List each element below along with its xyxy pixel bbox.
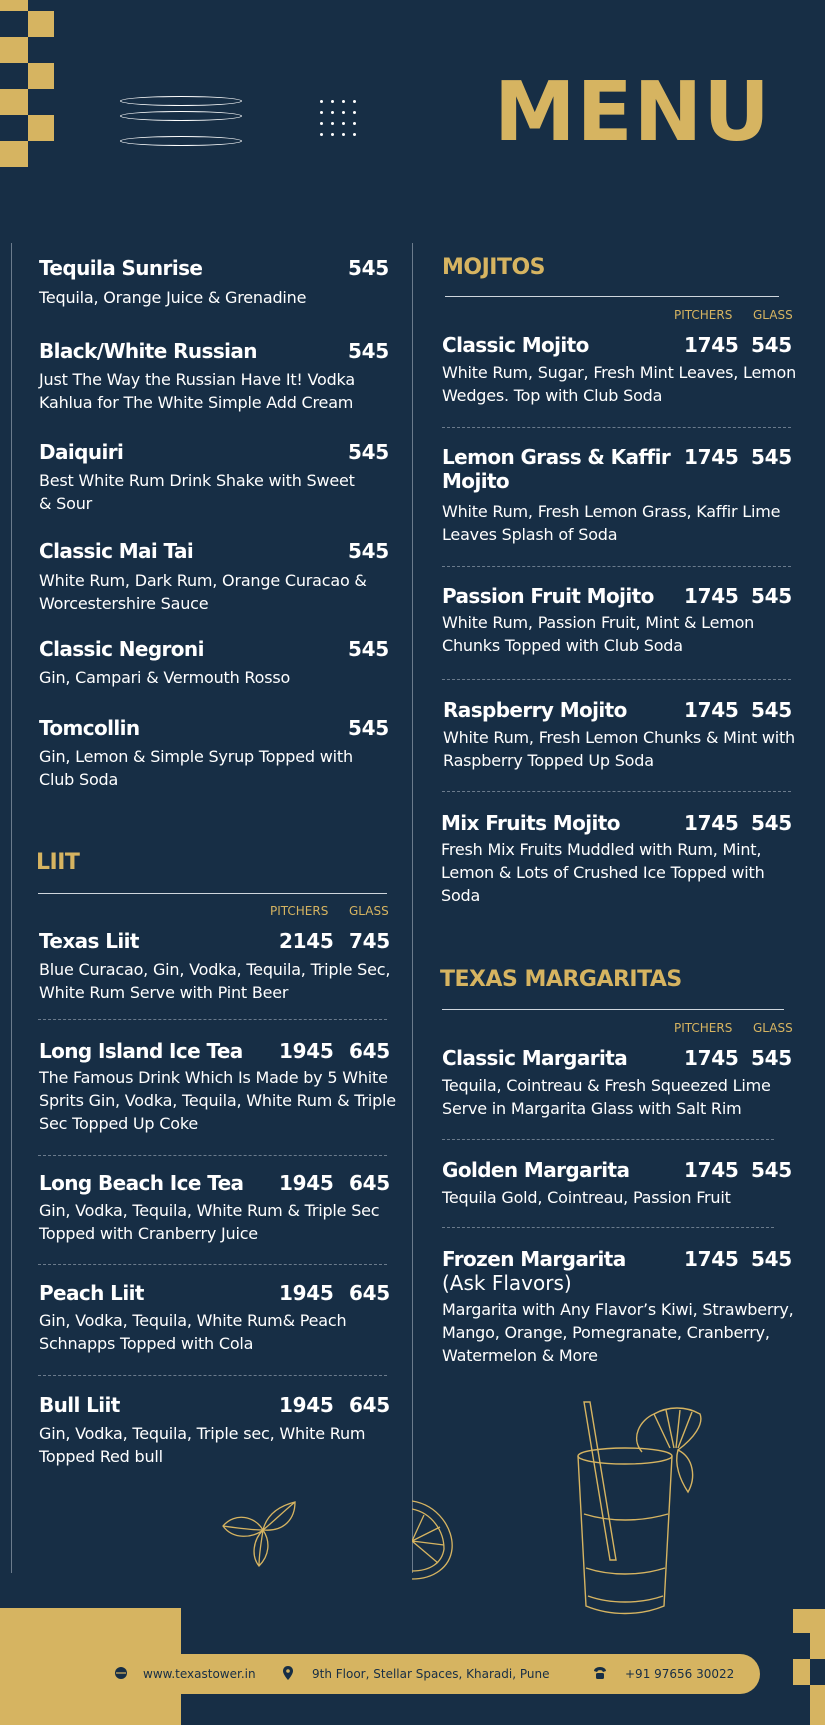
item-pitcher-price: 2145 bbox=[279, 929, 334, 953]
section-title: LIIT bbox=[36, 850, 80, 875]
item-desc: Fresh Mix Fruits Muddled with Rum, Mint, Lemon & Lots of Crushed Ice Topped with Soda bbox=[441, 840, 765, 905]
phone-icon bbox=[592, 1665, 608, 1681]
item-desc: Blue Curacao, Gin, Vodka, Tequila, Triple Sec, White Rum Serve with Pint Beer bbox=[39, 960, 391, 1002]
item-name: Tequila Sunrise bbox=[39, 256, 203, 280]
item-price: 545 bbox=[348, 539, 389, 563]
item-pitcher-price: 1745 bbox=[684, 698, 739, 722]
item-desc: Gin, Vodka, Tequila, White Rum & Triple Sec Topped with Cranberry Juice bbox=[39, 1201, 380, 1243]
item-desc: The Famous Drink Which Is Made by 5 White Sprits Gin, Vodka, Tequila, White Rum & Triple Sec Topped Up Coke bbox=[39, 1068, 396, 1133]
item-desc: White Rum, Fresh Lemon Grass, Kaffir Lime Leaves Splash of Soda bbox=[442, 502, 781, 544]
item-desc: Margarita with Any Flavor’s Kiwi, Strawberry, Mango, Orange, Pomegranate, Cranberry, Watermelon & More bbox=[442, 1300, 794, 1365]
section-rule bbox=[442, 1009, 784, 1010]
item-glass-price: 545 bbox=[751, 1247, 792, 1271]
dot bbox=[320, 100, 323, 103]
dot bbox=[353, 122, 356, 125]
section-title: MOJITOS bbox=[442, 255, 546, 280]
dot bbox=[331, 111, 334, 114]
item-name: Classic Negroni bbox=[39, 637, 204, 661]
item-price: 545 bbox=[348, 716, 389, 740]
item-name: Passion Fruit Mojito bbox=[442, 584, 654, 608]
item-name: Classic Mai Tai bbox=[39, 539, 194, 563]
item-name: Black/White Russian bbox=[39, 339, 257, 363]
item-glass-price: 545 bbox=[751, 698, 792, 722]
address-text: 9th Floor, Stellar Spaces, Kharadi, Pune bbox=[312, 1667, 550, 1681]
item-subtitle: (Ask Flavors) bbox=[442, 1271, 572, 1295]
item-glass-price: 545 bbox=[751, 1158, 792, 1182]
item-desc: White Rum, Passion Fruit, Mint & Lemon Chunks Topped with Club Soda bbox=[442, 613, 755, 655]
dot bbox=[353, 133, 356, 136]
item-price: 545 bbox=[348, 256, 389, 280]
mint-leaf-icon bbox=[215, 1498, 300, 1573]
item-pitcher-price: 1745 bbox=[684, 1247, 739, 1271]
item-price: 545 bbox=[348, 637, 389, 661]
globe-icon bbox=[113, 1665, 129, 1681]
page-title: MENU bbox=[494, 65, 771, 160]
col-head-pitchers: PITCHERS bbox=[270, 904, 329, 918]
dot bbox=[342, 100, 345, 103]
section-rule bbox=[38, 893, 387, 894]
dot bbox=[342, 133, 345, 136]
dot bbox=[320, 122, 323, 125]
col-head-glass: GLASS bbox=[753, 1021, 793, 1035]
item-desc: Gin, Vodka, Tequila, Triple sec, White Rum Topped Red bull bbox=[39, 1424, 366, 1466]
item-desc: Gin, Lemon & Simple Syrup Topped with Club Soda bbox=[39, 747, 353, 789]
item-name: Golden Margarita bbox=[442, 1158, 630, 1182]
item-glass-price: 745 bbox=[349, 929, 390, 953]
item-glass-price: 645 bbox=[349, 1039, 390, 1063]
item-price: 545 bbox=[348, 339, 389, 363]
item-desc: Gin, Vodka, Tequila, White Rum& Peach Schnapps Topped with Cola bbox=[39, 1311, 347, 1353]
dot-grid-decor bbox=[320, 100, 360, 140]
dot bbox=[353, 100, 356, 103]
col-head-glass: GLASS bbox=[349, 904, 389, 918]
item-desc: Gin, Campari & Vermouth Rosso bbox=[39, 668, 291, 687]
col-head-pitchers: PITCHERS bbox=[674, 1021, 733, 1035]
item-glass-price: 645 bbox=[349, 1393, 390, 1417]
section-rule bbox=[445, 296, 779, 297]
item-name: Tomcollin bbox=[39, 716, 140, 740]
item-pitcher-price: 1945 bbox=[279, 1171, 334, 1195]
item-glass-price: 645 bbox=[349, 1281, 390, 1305]
item-pitcher-price: 1745 bbox=[684, 1046, 739, 1070]
item-name: Daiquiri bbox=[39, 440, 124, 464]
item-pitcher-price: 1745 bbox=[684, 1158, 739, 1182]
item-price: 545 bbox=[348, 440, 389, 464]
location-pin-icon bbox=[280, 1665, 296, 1681]
section-title: TEXAS MARGARITAS bbox=[440, 967, 682, 992]
website-link[interactable]: www.texastower.in bbox=[143, 1667, 256, 1681]
item-name: Lemon Grass & Kaffir Mojito bbox=[442, 445, 671, 493]
dot bbox=[342, 122, 345, 125]
item-name: Classic Mojito bbox=[442, 333, 589, 357]
dot bbox=[342, 111, 345, 114]
item-desc: White Rum, Fresh Lemon Chunks & Mint with Raspberry Topped Up Soda bbox=[443, 728, 795, 770]
item-desc: Tequila Gold, Cointreau, Passion Fruit bbox=[442, 1188, 731, 1207]
item-pitcher-price: 1745 bbox=[684, 333, 739, 357]
item-name: Long Beach Ice Tea bbox=[39, 1171, 244, 1195]
item-pitcher-price: 1945 bbox=[279, 1393, 334, 1417]
item-desc: Just The Way the Russian Have It! Vodka Kahlua for The White Simple Add Cream bbox=[39, 370, 355, 412]
dot bbox=[331, 100, 334, 103]
cocktail-glass-icon bbox=[570, 1398, 730, 1620]
item-desc: Tequila, Orange Juice & Grenadine bbox=[39, 288, 307, 307]
item-pitcher-price: 1945 bbox=[279, 1281, 334, 1305]
item-name: Classic Margarita bbox=[442, 1046, 628, 1070]
lemon-slice-icon bbox=[412, 1497, 454, 1582]
item-glass-price: 545 bbox=[751, 811, 792, 835]
column-divider bbox=[412, 243, 413, 1573]
item-name: Long Island Ice Tea bbox=[39, 1039, 243, 1063]
item-pitcher-price: 1745 bbox=[684, 445, 739, 469]
left-border bbox=[11, 243, 12, 1573]
item-desc: Tequila, Cointreau & Fresh Squeezed Lime Serve in Margarita Glass with Salt Rim bbox=[442, 1076, 771, 1118]
phone-link[interactable]: +91 97656 30022 bbox=[625, 1667, 735, 1681]
dot bbox=[331, 133, 334, 136]
item-glass-price: 545 bbox=[751, 333, 792, 357]
item-desc: White Rum, Dark Rum, Orange Curacao & Worcestershire Sauce bbox=[39, 571, 367, 613]
dot bbox=[331, 122, 334, 125]
item-glass-price: 645 bbox=[349, 1171, 390, 1195]
item-glass-price: 545 bbox=[751, 584, 792, 608]
item-glass-price: 545 bbox=[751, 1046, 792, 1070]
item-name: Mix Fruits Mojito bbox=[441, 811, 620, 835]
item-glass-price: 545 bbox=[751, 445, 792, 469]
item-desc: Best White Rum Drink Shake with Sweet & Sour bbox=[39, 471, 355, 513]
item-name: Bull Liit bbox=[39, 1393, 120, 1417]
item-pitcher-price: 1745 bbox=[684, 811, 739, 835]
item-pitcher-price: 1945 bbox=[279, 1039, 334, 1063]
item-name: Raspberry Mojito bbox=[443, 698, 627, 722]
item-name: Texas Liit bbox=[39, 929, 139, 953]
col-head-pitchers: PITCHERS bbox=[674, 308, 733, 322]
item-name: Frozen Margarita bbox=[442, 1247, 626, 1271]
item-pitcher-price: 1745 bbox=[684, 584, 739, 608]
dot bbox=[320, 133, 323, 136]
item-desc: White Rum, Sugar, Fresh Mint Leaves, Lemon Wedges. Top with Club Soda bbox=[442, 363, 797, 405]
item-name: Peach Liit bbox=[39, 1281, 144, 1305]
col-head-glass: GLASS bbox=[753, 308, 793, 322]
dot bbox=[353, 111, 356, 114]
dot bbox=[320, 111, 323, 114]
